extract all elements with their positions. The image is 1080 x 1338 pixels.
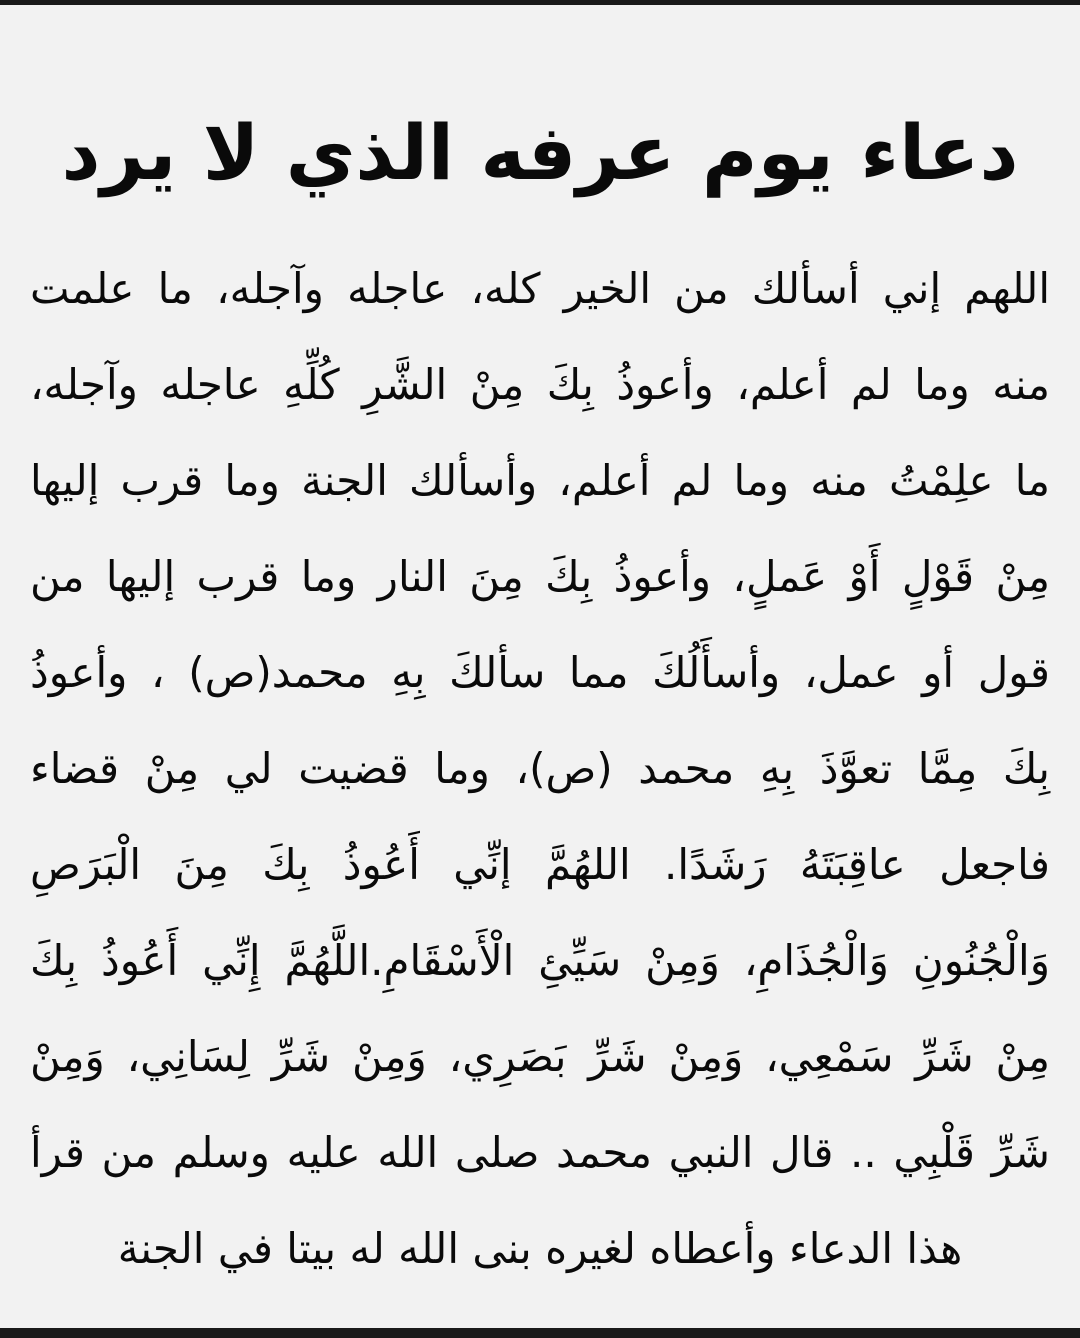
text-line-8: وَالْجُنُونِ وَالْجُذَامِ، وَمِنْ سَيِّئِ الْأَسْقَامِ.اللَّهُمَّ إِنِّي أَعُوذُ بِكَ (30, 936, 1050, 985)
text-line-11: هذا الدعاء وأعطاه لغيره بنى الله له بيتا في الجنة (117, 1224, 963, 1273)
text-line-2: منه وما لم أعلم، وأعوذُ بِكَ مِنْ الشَّرِ كُلِّهِ عاجله وآجله، (30, 360, 1050, 409)
text-line-9: مِنْ شَرِّ سَمْعِي، وَمِنْ شَرِّ بَصَرِي، وَمِنْ شَرِّ لِسَانِي، وَمِنْ (30, 1032, 1050, 1081)
text-line-1: اللهم إني أسألك من الخير كله، عاجله وآجله، ما علمت (30, 264, 1050, 313)
text-line-3: ما علِمْتُ منه وما لم أعلم، وأسألك الجنة وما قرب إليها (30, 456, 1050, 505)
prayer-text (30, 241, 1050, 1297)
text-line-10: شَرِّ قَلْبِي .. قال النبي محمد صلى الله عليه وسلم من قرأ (30, 1128, 1050, 1177)
text-line-7: فاجعل عاقِبَتَهُ رَشَدًا. اللهُمَّ إنِّي أَعُوذُ بِكَ مِنَ الْبَرَصِ (30, 840, 1050, 889)
text-line-4: مِنْ قَوْلٍ أَوْ عَملٍ، وأعوذُ بِكَ مِنَ النار وما قرب إليها من (30, 552, 1050, 601)
text-line-5: قول أو عمل، وأسأَلُكَ مما سألكَ بِهِ محمد(ص) ، وأعوذُ (30, 648, 1050, 697)
page-title: دعاء يوم عرفه الذي لا يرد (61, 107, 1019, 197)
text-line-6: بِكَ مِمَّا تعوَّذَ بِهِ محمد (ص)، وما قضيت لي مِنْ قضاء (30, 744, 1050, 793)
